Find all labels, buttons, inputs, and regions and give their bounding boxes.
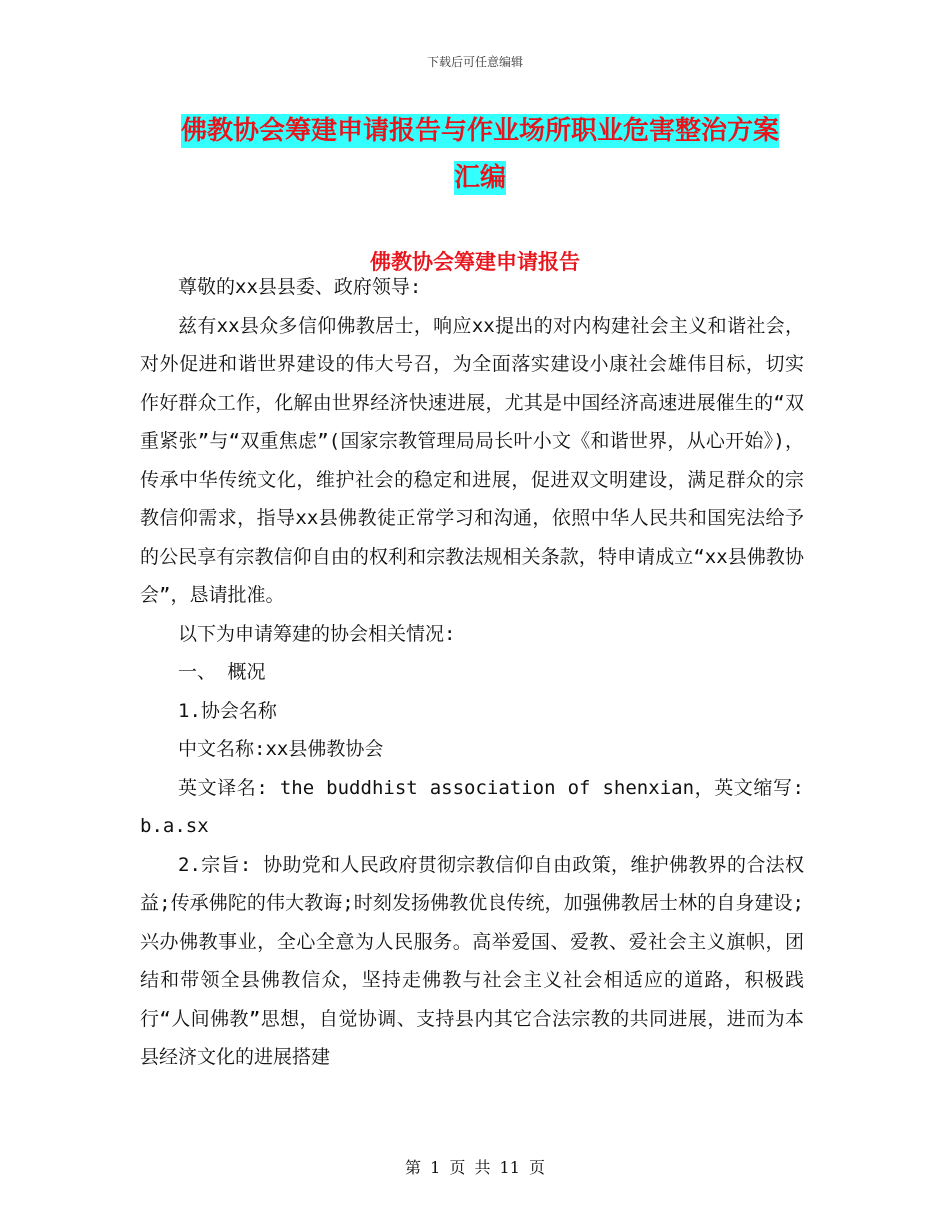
document-title: [140, 108, 820, 202]
header-note: 下载后可任意编辑: [426, 55, 523, 69]
title-line-1: 佛教协会筹建申请报告与作业场所职业危害整治方案: [180, 116, 779, 146]
paragraph-purpose: 2.宗旨: 协助党和人民政府贯彻宗教信仰自由政策，维护佛教界的合法权益;传承佛陀的伟大教诲;时刻发扬佛教优良传统，加强佛教居士林的自身建设;兴办佛教事业，全心全意为人民服务。高举爱国、爱教、爱社会主义旗帜，团结和带领全县佛教信众，坚持走佛教与社会主义社会相适应的道路，积极践行“人间佛教”思想，自觉协调、支持县内其它合法宗教的共同进展，进而为本县经济文化的进展搭建: [140, 853, 804, 1068]
title-line-2: 汇编: [453, 163, 506, 193]
paragraph-intro: 兹有xx县众多信仰佛教居士，响应xx提出的对内构建社会主义和谐社会，对外促进和谐世界建设的伟大号召，为全面落实建设小康社会雄伟目标，切实作好群众工作，化解由世界经济快速进展，尤其是中国经济高速进展催生的“双重紧张”与“双重焦虑”(国家宗教管理局局长叶小文《和谐世界，从心开始》)，传承中华传统文化，维护社会的稳定和进展，促进双文明建设，满足群众的宗教信仰需求，指导xx县佛教徒正常学习和沟通，依照中华人民共和国宪法给予的公民享有宗教信仰自由的权利和宗教法规相关条款，特申请成立“xx县佛教协会”，恳请批准。: [140, 314, 804, 606]
section-title: 佛教协会筹建申请报告: [370, 249, 580, 274]
salutation: 尊敬的xx县县委、政府领导:: [178, 276, 422, 298]
paragraph-lead: 以下为申请筹建的协会相关情况:: [178, 622, 456, 645]
english-name: 英文译名: the buddhist association of shenxian，英文缩写: b.a.sx: [140, 776, 804, 837]
heading-overview: 一、 概况: [178, 661, 266, 683]
page-footer: 第 1 页 共 11 页: [405, 1158, 545, 1177]
chinese-name: 中文名称:xx县佛教协会: [178, 738, 384, 760]
heading-association-name: 1.协会名称: [178, 699, 277, 722]
body-text: [140, 268, 804, 1077]
